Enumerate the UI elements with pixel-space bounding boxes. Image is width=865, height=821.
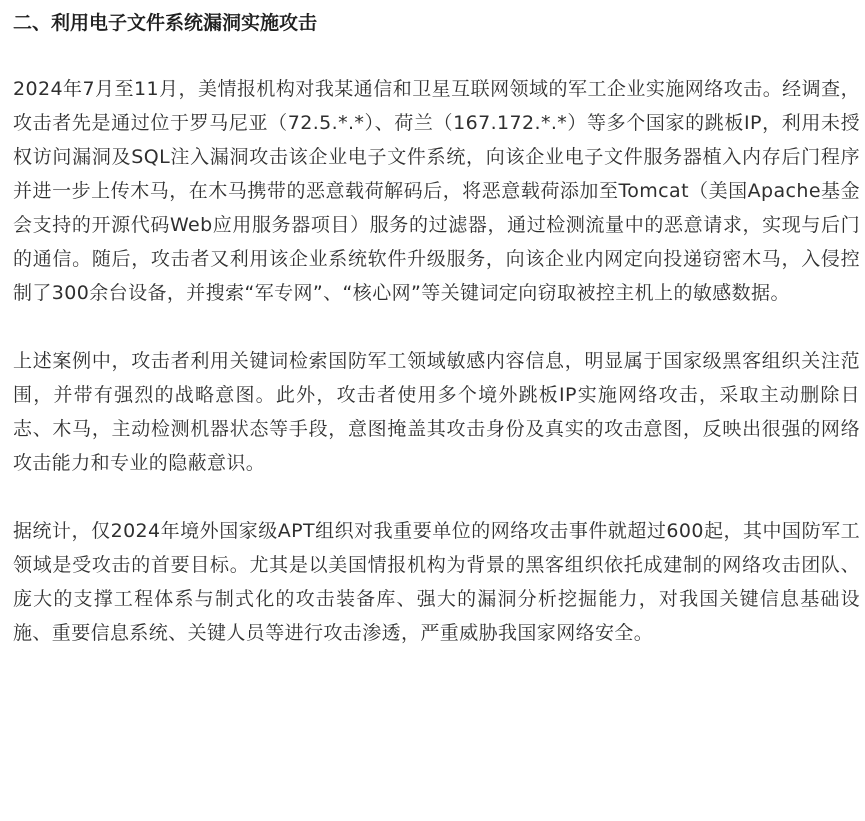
section-heading: 二、利用电子文件系统漏洞实施攻击 [13, 12, 318, 34]
paragraph-3: 据统计，仅2024年境外国家级APT组织对我重要单位的网络攻击事件就超过600起，其中国防军工领域是受攻击的首要目标。尤其是以美国情报机构为背景的黑客组织依托成建制的网络攻击团队、庞大的支撑工程体系与制式化的攻击装备库、强大的漏洞分析挖掘能力，对我国关键信息基础设施、重要信息系统、关键人员等进行攻击渗透，严重威胁我国家网络安全。 [13, 520, 860, 644]
paragraph-2: 上述案例中，攻击者利用关键词检索国防军工领域敏感内容信息，明显属于国家级黑客组织关注范围，并带有强烈的战略意图。此外，攻击者使用多个境外跳板IP实施网络攻击，采取主动删除日志、木马，主动检测机器状态等手段，意图掩盖其攻击身份及真实的攻击意图，反映出很强的网络攻击能力和专业的隐蔽意识。 [13, 350, 860, 474]
paragraph-1: 2024年7月至11月，美情报机构对我某通信和卫星互联网领域的军工企业实施网络攻击。经调查，攻击者先是通过位于罗马尼亚（72.5.*.*）、荷兰（167.172.*.*）等多个国家的跳板IP，利用未授权访问漏洞及SQL注入漏洞攻击该企业电子文件系统，向该企业电子文件服务器植入内存后门程序并进一步上传木马，在木马携带的恶意载荷解码后，将恶意载荷添加至Tomcat（美国Apache基金会支持的开源代码Web应用服务器项目）服务的过滤器，通过检测流量中的恶意请求，实现与后门的通信。随后，攻击者又利用该企业系统软件升级服务，向该企业内网定向投递窃密木马，入侵控制了300余台设备，并搜索“军专网”、“核心网”等关键词定向窃取被控主机上的敏感数据。 [13, 78, 860, 304]
